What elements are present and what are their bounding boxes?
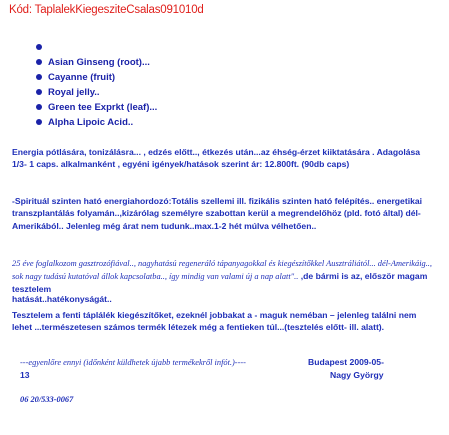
experience-tail: ,de bármi is az, először magam tesztelem bbox=[12, 271, 428, 295]
date-day: 13 bbox=[20, 370, 30, 380]
experience-paragraph bbox=[12, 257, 432, 296]
spiritual-paragraph: -Spirituál szinten ható energiahordozó:Totális szellemi ill. fizikális szinten ható felépítés.. energetikai transzplantálás folyamán..,kizárólag személyre szabottan kerül a megrendelőhöz (pld. fotó által) dél-Amerikából.. Jelenleg még árat nem tudunk..max.1-2 hét múlva vélhetően.. bbox=[12, 196, 423, 231]
ingredient-item: Asian Ginseng (root)... bbox=[35, 55, 157, 70]
testing-paragraph: Tesztelem a fenti táplálék kiegészítőket, ezeknél jobbakat a - maguk neméban – jelenleg találni nem lehet ...természetesen számos termék létezek még a fentieken túl...(tesztelés előtt- ill. alatt). bbox=[12, 310, 417, 333]
place-date: Budapest 2009-05- bbox=[308, 357, 384, 367]
experience-intro: 25 éve foglalkozom gasztrozófiával.., nagyhatású regeneráló tápanyagokkal és kiegészítőkkel Ausztráliától... dél-Amerikáig.., sok nagy tudású kutatóval állok kapcsolatba.., így mindig van valami új a nap alatt".. bbox=[12, 259, 432, 282]
usage-paragraph: Energia pótlására, tonizálásra... , edzés előtt.., étkezés után...az éhség-érzet kiiktatására . Adagolása 1/3- 1 caps. alkalmanként , egyéni igények/hatások szerint ár: 12.800ft. (90db caps) bbox=[12, 147, 421, 170]
experience-continuation: hatását..hatékonyságát.. bbox=[12, 294, 112, 304]
ingredient-item: Cayanne (fruit) bbox=[35, 70, 157, 85]
phone-number: 06 20/533-0067 bbox=[20, 395, 74, 404]
document-code: Kód: TaplalekKiegesziteCsalas091010d bbox=[9, 4, 204, 16]
author-name: Nagy György bbox=[330, 370, 384, 380]
ingredient-item bbox=[35, 40, 157, 55]
closing-note: ---egyenlőre ennyi (időnként küldhetek újabb termékekről infót.)---- bbox=[20, 358, 246, 367]
ingredient-item: Alpha Lipoic Acid.. bbox=[35, 115, 157, 130]
ingredient-list bbox=[35, 40, 157, 130]
ingredient-item: Green tee Exprkt (leaf)... bbox=[35, 100, 157, 115]
ingredient-item: Royal jelly.. bbox=[35, 85, 157, 100]
